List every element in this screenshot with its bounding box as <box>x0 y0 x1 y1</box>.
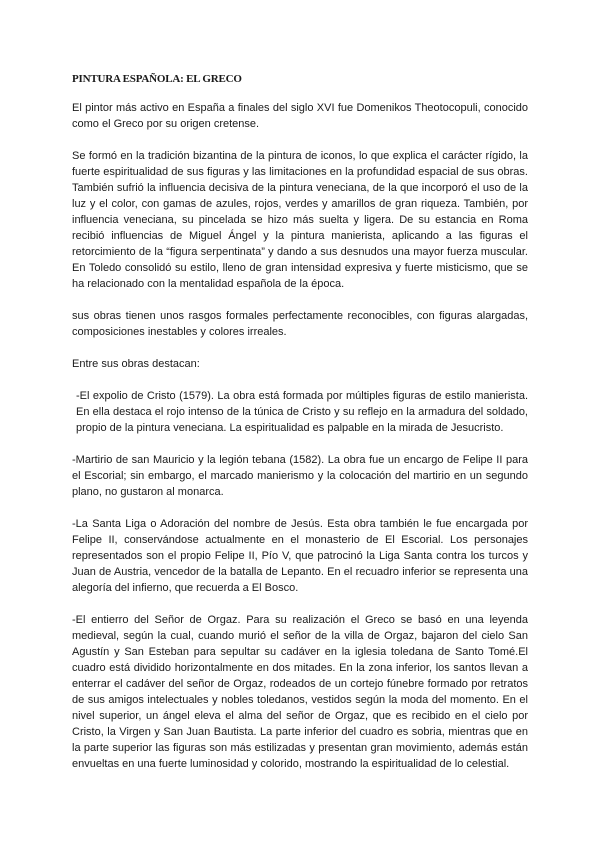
formation-paragraph: Se formó en la tradición bizantina de la pintura de iconos, lo que explica el carácter rígido, la fuerte espiritualidad de sus figuras y las limitaciones en la profundidad espacial de sus obras. También sufrió la influencia decisiva de la pintura veneciana, de la que incorporó el uso de la luz y el color, con gamas de azules, rojos, verdes y amarillos de gran riqueza. También, por influencia veneciana, su pincelada se hizo más suelta y ligera. De su estancia en Roma recibió influencias de Miguel Ángel y la pintura manierista, aplicando a las figuras el retorcimiento de la “figura serpentinata” y dando a sus desnudos una mayor fuerza muscular. En Toledo consolidó su estilo, lleno de gran intensidad expresiva y fuerte misticismo, que se ha relacionado con la mentalidad española de la época. <box>72 150 528 290</box>
work-expolio-paragraph: -El expolio de Cristo (1579). La obra está formada por múltiples figuras de estilo manierista. En ella destaca el rojo intenso de la túnica de Cristo y su reflejo en la armadura del soldado, propio de la pintura veneciana. La espiritualidad es palpable en la mirada de Jesucristo. <box>76 390 528 434</box>
page-title: PINTURA ESPAÑOLA: EL GRECO <box>72 73 242 85</box>
works-intro-paragraph: Entre sus obras destacan: <box>72 358 200 370</box>
work-orgaz-paragraph: -El entierro del Señor de Orgaz. Para su realización el Greco se basó en una leyenda medieval, según la cual, cuando murió el señor de la villa de Orgaz, bajaron del cielo San Agustín y San Esteban para sepultar su cadáver en la iglesia toledana de Santo Tomé.El cuadro está dividido horizontalmente en dos mitades. En la zona inferior, los santos llevan a enterrar el cadáver del señor de Orgaz, rodeados de un cortejo fúnebre formado por retratos de sus amigos intelectuales y nobles toledanos, vestidos según la moda del momento. En el nivel superior, un ángel eleva el alma del señor de Orgaz, que es recibido en el cielo por Cristo, la Virgen y San Juan Bautista. La parte inferior del cuadro es sobria, mientras que en la parte superior las figuras son más estilizadas y presentan gran movimiento, además están envueltas en una fuerte luminosidad y colorido, mostrando la espiritualidad de lo celestial. <box>72 614 528 770</box>
work-mauricio-paragraph: -Martirio de san Mauricio y la legión tebana (1582). La obra fue un encargo de Felipe II para el Escorial; sin embargo, el marcado manierismo y la colocación del martirio en un segundo plano, no gustaron al monarca. <box>72 454 528 498</box>
intro-paragraph: El pintor más activo en España a finales del siglo XVI fue Domenikos Theotocopuli, conocido como el Greco por su origen cretense. <box>72 102 528 130</box>
work-liga-paragraph: -La Santa Liga o Adoración del nombre de Jesús. Esta obra también le fue encargada por Felipe II, conservándose actualmente en el monasterio de El Escorial. Los personajes representados son el propio Felipe II, Pío V, que patrocinó la Liga Santa contra los turcos y Juan de Austria, vencedor de la batalla de Lepanto. En el recuadro inferior se representa una alegoría del infierno, que recuerda a El Bosco. <box>72 518 528 594</box>
document-body <box>72 72 528 788</box>
features-paragraph: sus obras tienen unos rasgos formales perfectamente reconocibles, con figuras alargadas, composiciones inestables y colores irreales. <box>72 310 528 338</box>
